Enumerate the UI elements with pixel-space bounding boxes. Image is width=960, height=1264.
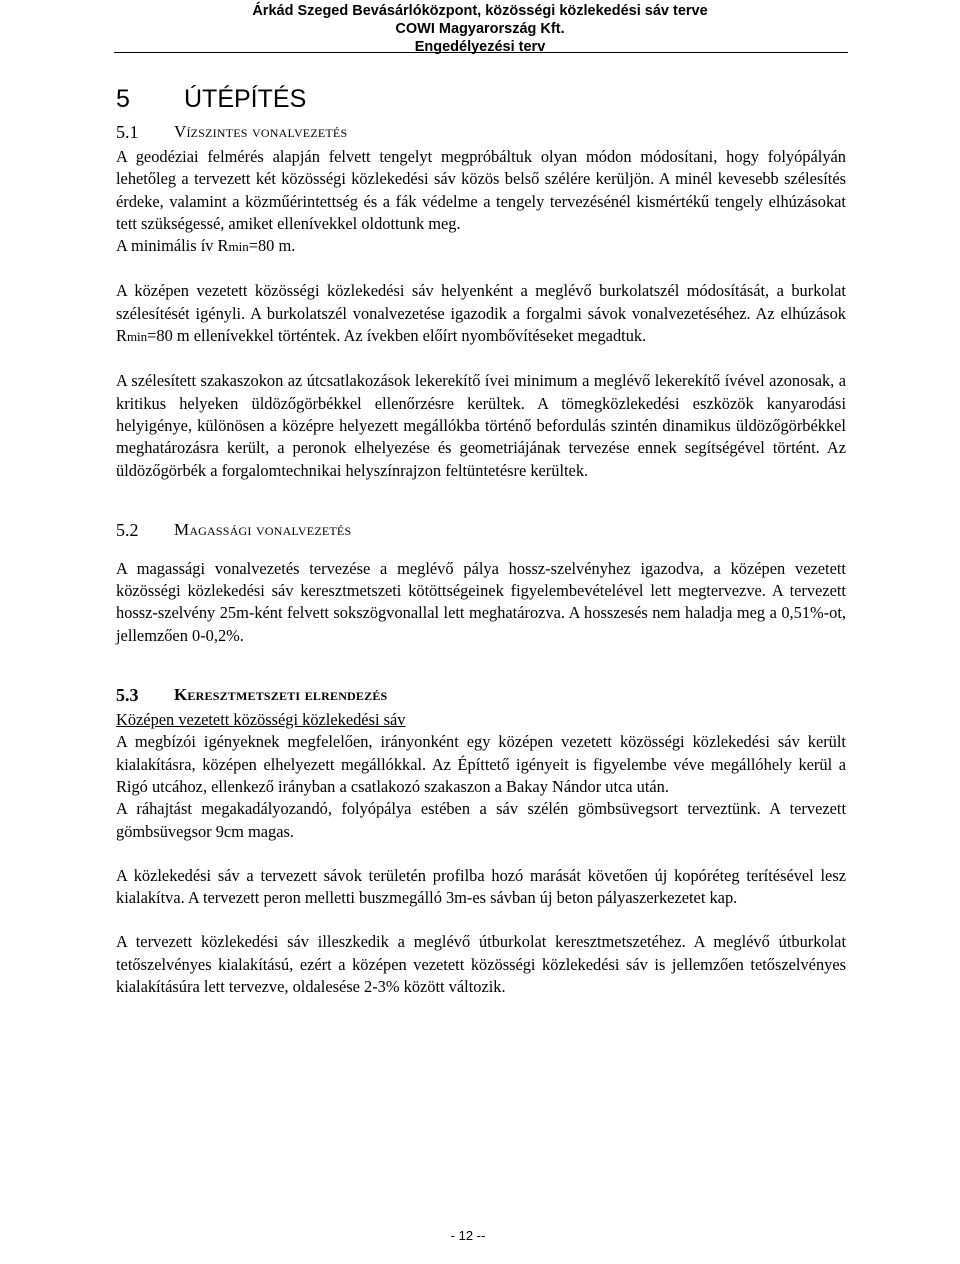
text-run: =80 m ellenívekkel történtek. Az ívekben előírt nyombővítéseket megadtuk. — [147, 326, 647, 346]
section-5-1-heading — [116, 120, 846, 144]
page-number: - 12 -- — [450, 1228, 486, 1243]
section-number: 5.1 — [116, 122, 139, 142]
text-run: A középen vezetett közösségi közlekedési sáv helyenként a meglévő burkolatszél módosítását, a burkolat szélesítését igényli. A burkolatszél vonalvezetése igazodik a forgalmi sávok vonalvezetéséhez. Az elhúzások R — [116, 281, 846, 346]
section-title: Vízszintes vonalvezetés — [174, 122, 348, 141]
header-plan-type: Engedélyezési terv — [414, 39, 546, 55]
document-body — [116, 84, 846, 998]
paragraph-min-radius — [116, 235, 846, 258]
section-number: 5.3 — [116, 685, 139, 706]
section-number: 5.2 — [116, 519, 139, 540]
paragraph: A megbízói igényeknek megfelelően, irányonként egy középen vezetett közösségi közlekedési sáv került kialakításra, középen elhelyezett megállókkal. Az Építtető igényeit is figyelembe véve megállóhely kerül a Rigó utcához, ellenkező irányban a csatlakozó szakaszon a Bakay Nándor utca után. — [116, 732, 846, 796]
paragraph: A geodéziai felmérés alapján felvett tengelyt megpróbáltuk olyan módon módosítani, hogy folyópályán lehetőleg a tervezett két közösségi közlekedési sáv közös belső szélére kerüljön. A minél kevesebb szélesítés érdeke, valamint a közműérintettség és a fák védelme a tengely tervezésénél kismértékű tengely elhúzásokat tett szükségessé, amiket ellenívekkel oldottunk meg. — [116, 147, 846, 233]
subscript: min — [126, 329, 148, 345]
section-5-2-heading — [116, 518, 846, 542]
page-header — [112, 2, 848, 56]
paragraph: A szélesített szakaszokon az útcsatlakozások lekerekítő ívei minimum a meglévő lekerekítő ívével azonosak, a kritikus helyeken üldözőgörbékkel ellenőrzésre kerültek. A tömegközlekedési eszközök kanyarodási helyigénye, különösen a középre helyezett megállókba történő befordulás szintén dinamikus üldözőgörbékkel meghatározásra került, a peronok elhelyezése és geometriájának tervezése ennek segítségével történt. Az üldözőgörbék a forgalomtechnikai helyszínrajzon feltüntetésre kerültek. — [116, 371, 846, 480]
header-project-title: Árkád Szeged Bevásárlóközpont, közösségi közlekedési sáv terve — [252, 3, 708, 19]
paragraph: A közlekedési sáv a tervezett sávok területén profilba hozó marását követően új kopóréteg terítésével lesz kialakítva. A tervezett peron melletti buszmegálló 3m-es sávban új beton pályaszerkezetet kap. — [116, 865, 846, 908]
section-5-3-heading — [116, 683, 846, 707]
paragraph: A tervezett közlekedési sáv illeszkedik a meglévő útburkolat keresztmetszetéhez. A meglévő útburkolat tetőszelvényes kialakítású, ezért a középen vezetett közösségi közlekedési sáv is jellemzően tetőszelvényes kialakításúra lett tervezve, oldalesése 2-3% között változik. — [116, 932, 846, 997]
subscript: min — [228, 239, 249, 255]
text-run: A minimális ív R — [116, 236, 229, 256]
chapter-heading — [116, 84, 846, 114]
section-title: Keresztmetszeti elrendezés — [174, 685, 388, 705]
paragraph: A ráhajtást megakadályozandó, folyópálya estében a sáv szélén gömbsüvegsort terveztünk. A tervezett gömbsüvegsor 9cm magas. — [116, 799, 846, 841]
header-company: COWI Magyarország Kft. — [395, 21, 565, 37]
text-run: =80 m. — [248, 236, 296, 256]
section-title: Magassági vonalvezetés — [174, 519, 352, 539]
paragraph — [116, 280, 846, 348]
chapter-title: ÚTÉPÍTÉS — [184, 85, 307, 113]
header-divider — [114, 52, 848, 53]
paragraph: A magassági vonalvezetés tervezése a meglévő pálya hossz-szelvényhez igazodva, a középen vezetett közösségi közlekedési sáv keresztmetszeti kötöttségeinek figyelembevételével lett megtervezve. A tervezett hossz-szelvény 25m-ként felvett sokszögvonallal lett meghatározva. A hosszesés nem haladja meg a 0,51%-ot, jellemzően 0-0,2%. — [116, 558, 846, 645]
chapter-number: 5 — [116, 85, 130, 113]
subsection-title: Középen vezetett közösségi közlekedési sáv — [116, 710, 406, 730]
